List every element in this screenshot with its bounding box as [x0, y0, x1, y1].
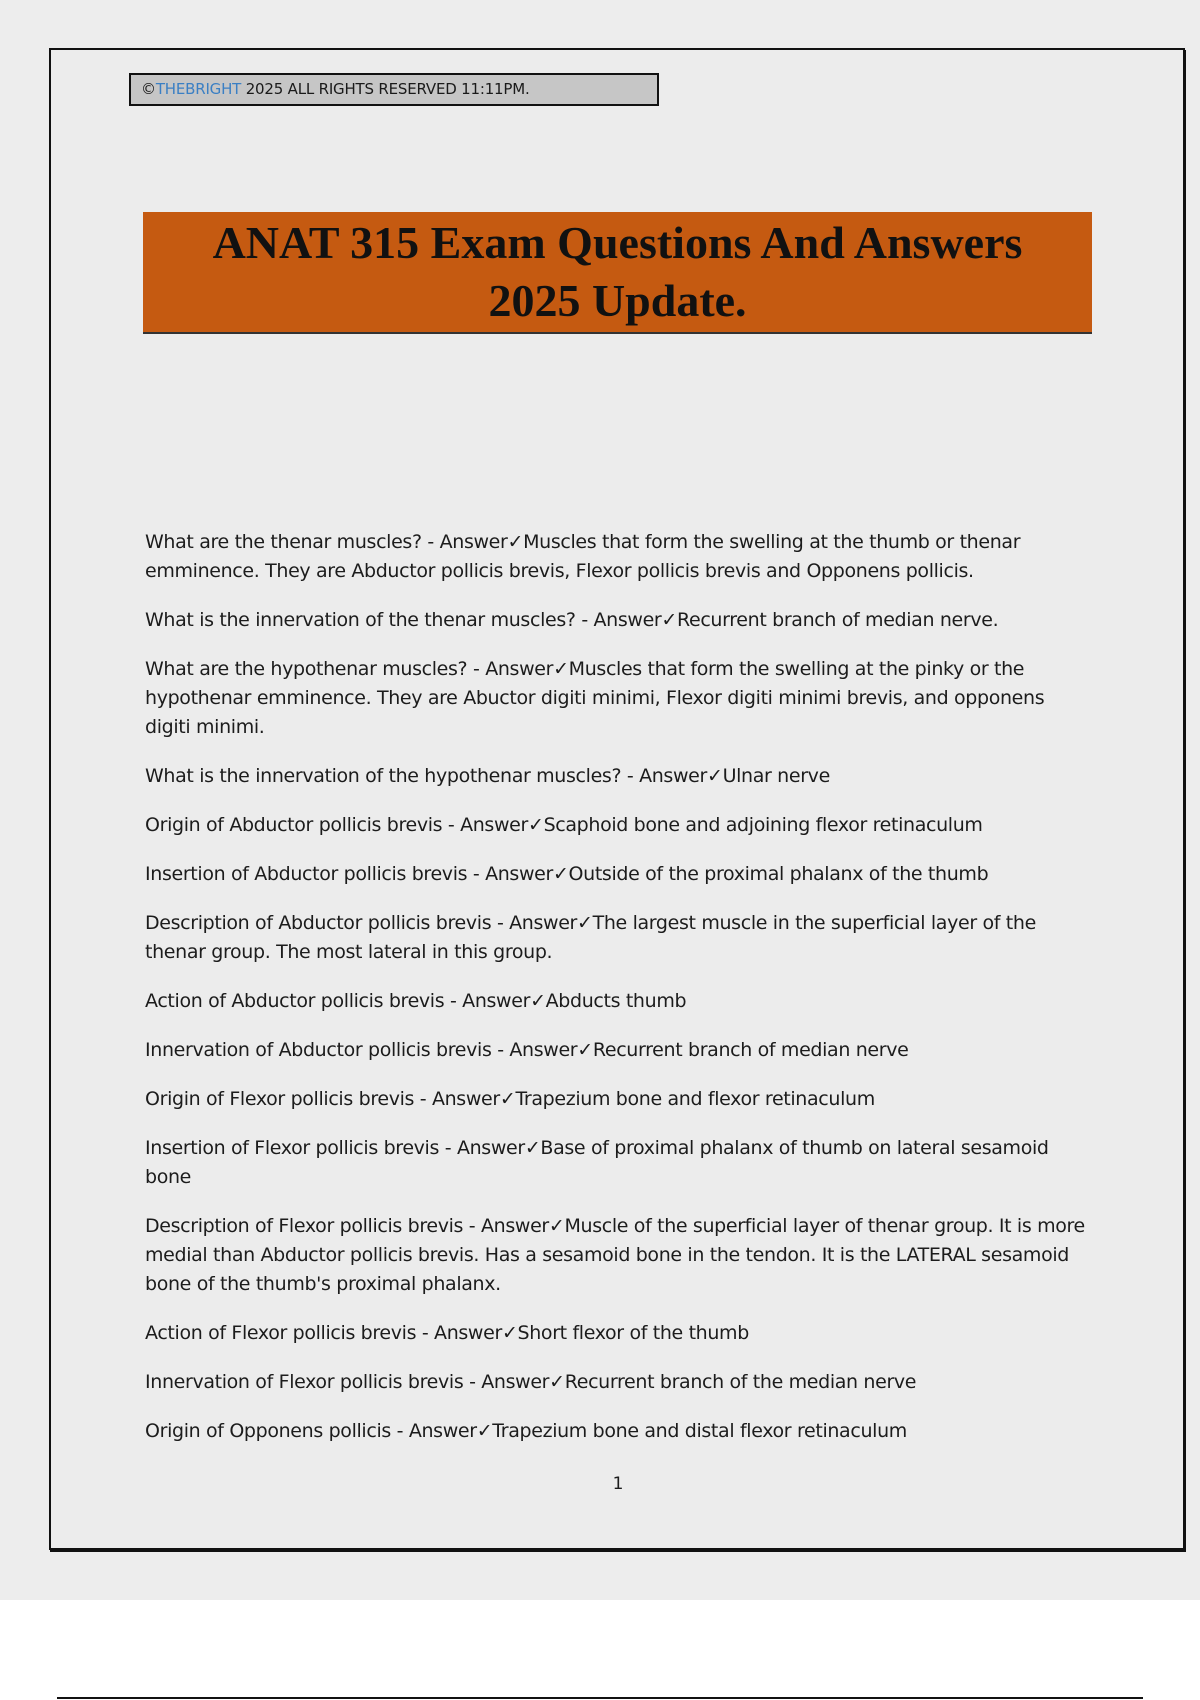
checkmark-icon: ✓: [549, 1371, 565, 1393]
question-text: Origin of Abductor pollicis brevis: [145, 814, 443, 836]
question-text: Action of Flexor pollicis brevis: [145, 1322, 417, 1344]
checkmark-icon: ✓: [501, 1322, 518, 1344]
checkmark-icon: ✓: [577, 1039, 593, 1061]
question-text: Origin of Flexor pollicis brevis: [145, 1088, 415, 1110]
question-text: Description of Abductor pollicis brevis: [145, 912, 492, 934]
checkmark-icon: ✓: [476, 1420, 493, 1442]
answer-label: Answer: [439, 531, 508, 553]
copyright-symbol: ©: [141, 80, 156, 98]
qa-item: [145, 606, 1095, 635]
separator: -: [416, 1322, 435, 1344]
separator: -: [467, 863, 486, 885]
checkmark-icon: ✓: [527, 814, 544, 836]
checkmark-icon: ✓: [548, 1215, 565, 1237]
answer-text: Short flexor of the thumb: [517, 1322, 749, 1344]
answer-label: Answer: [485, 863, 553, 885]
qa-item: [145, 1417, 1095, 1446]
question-text: What is the innervation of the thenar muscles?: [145, 609, 576, 631]
question-text: Action of Abductor pollicis brevis: [145, 990, 445, 1012]
qa-item: [145, 811, 1095, 840]
separator: -: [421, 531, 440, 553]
answer-text: Muscles that form the swelling at the thumb or thenar emminence. They are Abductor pollicis brevis, Flexor pollicis brevis and Opponens pollicis.: [145, 531, 1021, 582]
answer-text: The largest muscle in the superficial layer of the thenar group. The most lateral in this group.: [145, 912, 1036, 963]
question-text: Innervation of Abductor pollicis brevis: [145, 1039, 492, 1061]
separator: -: [442, 814, 461, 836]
question-text: Description of Flexor pollicis brevis: [145, 1215, 464, 1237]
qa-item: [145, 1319, 1095, 1348]
title-banner: [143, 212, 1092, 334]
bottom-divider: [57, 1697, 1143, 1699]
answer-text: Abducts thumb: [545, 990, 687, 1012]
answer-label: Answer: [481, 1215, 549, 1237]
answer-label: Answer: [485, 658, 554, 680]
separator: -: [463, 1215, 481, 1237]
answer-text: Trapezium bone and flexor retinaculum: [515, 1088, 875, 1110]
answer-label: Answer: [460, 814, 528, 836]
question-text: What are the hypothenar muscles?: [145, 658, 468, 680]
answer-label: Answer: [481, 1371, 550, 1393]
separator: -: [439, 1137, 457, 1159]
checkmark-icon: ✓: [553, 658, 569, 680]
checkmark-icon: ✓: [499, 1088, 516, 1110]
qa-item: [145, 1085, 1095, 1114]
qa-item: [145, 762, 1095, 791]
answer-text: Recurrent branch of median nerve.: [676, 609, 999, 631]
answer-text: Recurrent branch of median nerve: [592, 1039, 909, 1061]
checkmark-icon: ✓: [524, 1137, 541, 1159]
question-text: What are the thenar muscles?: [145, 531, 422, 553]
qa-item: [145, 909, 1095, 967]
qa-item: [145, 528, 1095, 586]
separator: -: [467, 658, 486, 680]
answer-label: Answer: [431, 1088, 500, 1110]
separator: -: [621, 765, 640, 787]
answer-text: Muscle of the superficial layer of thenar group. It is more medial than Abductor pollicis brevis. Has a sesamoid bone in the tendon. It is the LATERAL sesamoid bone of the thumb's proximal phalanx.: [145, 1215, 1085, 1295]
separator: -: [463, 1371, 482, 1393]
answer-label: Answer: [593, 609, 662, 631]
question-text: What is the innervation of the hypothenar muscles?: [145, 765, 622, 787]
question-text: Insertion of Flexor pollicis brevis: [145, 1137, 440, 1159]
separator: -: [491, 912, 510, 934]
brand-name: THEBRIGHT: [155, 80, 242, 98]
qa-item: [145, 860, 1095, 889]
checkmark-icon: ✓: [530, 990, 546, 1012]
answer-label: Answer: [462, 990, 531, 1012]
checkmark-icon: ✓: [577, 912, 593, 934]
answer-label: Answer: [456, 1137, 525, 1159]
answer-text: Trapezium bone and distal flexor retinaculum: [492, 1420, 907, 1442]
answer-text: Muscles that form the swelling at the pinky or the hypothenar emminence. They are Abuctor digiti minimi, Flexor digiti minimi brevis, and opponens digiti minimi.: [145, 658, 1045, 738]
answer-text: Ulnar nerve: [722, 765, 830, 787]
answer-text: Outside of the proximal phalanx of the thumb: [568, 863, 989, 885]
answer-label: Answer: [509, 912, 578, 934]
question-text: Origin of Opponens pollicis: [145, 1420, 391, 1442]
answer-label: Answer: [408, 1420, 477, 1442]
separator: -: [491, 1039, 510, 1061]
checkmark-icon: ✓: [706, 765, 723, 787]
checkmark-icon: ✓: [507, 531, 524, 553]
qa-item: [145, 1036, 1095, 1065]
separator: -: [444, 990, 463, 1012]
qa-item: [145, 987, 1095, 1016]
separator: -: [390, 1420, 409, 1442]
copyright-notice: [129, 73, 659, 106]
qa-list: [145, 528, 1095, 1466]
answer-text: Base of proximal phalanx of thumb on lateral sesamoid bone: [145, 1137, 1049, 1188]
qa-item: [145, 1134, 1095, 1192]
answer-label: Answer: [509, 1039, 578, 1061]
qa-item: [145, 1212, 1095, 1299]
checkmark-icon: ✓: [661, 609, 677, 631]
separator: -: [575, 609, 594, 631]
answer-label: Answer: [434, 1322, 502, 1344]
answer-label: Answer: [639, 765, 707, 787]
page-number: 1: [612, 1474, 624, 1494]
document-title-line-2: 2025 Update.: [488, 275, 747, 326]
qa-item: [145, 655, 1095, 742]
document-title-line-1: ANAT 315 Exam Questions And Answers: [212, 217, 1023, 268]
question-text: Innervation of Flexor pollicis brevis: [145, 1371, 464, 1393]
answer-text: Recurrent branch of the median nerve: [564, 1371, 917, 1393]
qa-item: [145, 1368, 1095, 1397]
copyright-text: 2025 ALL RIGHTS RESERVED 11:11PM.: [241, 80, 530, 98]
separator: -: [414, 1088, 432, 1110]
question-text: Insertion of Abductor pollicis brevis: [145, 863, 468, 885]
checkmark-icon: ✓: [552, 863, 569, 885]
answer-text: Scaphoid bone and adjoining flexor retinaculum: [543, 814, 983, 836]
